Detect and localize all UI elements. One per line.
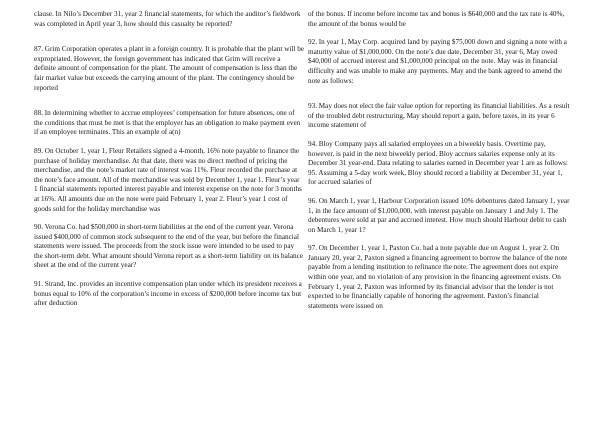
paragraph-86-continued: clause. In Nilo’s December 31, year 2 financial statements, for which the auditor’s fieldwork was completed in April year 3, how should this casualty be reported?	[34, 10, 301, 28]
question-88: 88. In determining whether to accrue employees’ compensation for future absences, one of the conditions that must be met is that the employer has an obligation to make payment even if an employee terminates. This an example of a(n)	[34, 109, 301, 137]
question-89: 89. On October 1, year 1, Fleur Retailers signed a 4-month, 16% note payable to finance the purchase of holiday merchandise. At that date, there was no direct method of pricing the merchandise, and the note’s market rate of interest was 11%. Fleur recorded the purchase at the note’s face amount. All of the merchandise was sold by December 1, year 1. Fleur’s year 1 financial statements reported interest payable and interest expense on the note for 3 months at 16%. All amounts due on the note were paid February 1, year 2. Fleur’s year 1 cost of goods sold for the holiday merchandise was	[34, 146, 302, 213]
question-90: 90. Verona Co. had $500,000 in short-term liabilities at the end of the current year. Verona issued $400,000 of common stock subsequent to the end of the year, but before the financial statements were issued. The proceeds from the stock issue were intended to be used to pay the short-term debt. What amount should Verona report as a short-term liability on its balance sheet at the end of the current year?	[34, 223, 303, 270]
left-column	[34, 10, 304, 309]
question-97: 97. On December 1, year 1, Paxton Co. had a note payable due on August 1, year 2. On January 20, year 2, Paxton signed a financing agreement to borrow the balance of the note payable from a lending institution to refinance the note. The agreement does not expire within one year, and no violation of any provision in the financing agreement exists. On February 1, year 2, Paxton was informed by its financial advisor that the lender is not expected to be financially capable of honoring the agreement. Paxton’s financial statements were issued on	[308, 244, 568, 310]
question-94: 94. Bloy Company pays all salaried employees on a biweekly basis. Overtime pay, however, is paid in the next biweekly period. Bloy accrues salaries expense only at its December 31 year-end. Data relating to salaries earned in December year 1 are as follows:	[308, 139, 568, 168]
question-87: 87. Grim Corporation operates a plant in a foreign country. It is probable that the plant will be expropriated. However, the foreign government has indicated that Grim will receive a definite amount of compensation for the plant. The amount of compensation is less than the fair market value but exceeds the carrying amount of the plant. The contingency should be reported	[34, 45, 304, 92]
right-column	[308, 10, 570, 311]
question-91: 91. Strand, Inc. provides an incentive compensation plan under which its president receives a bonus equal to 10% of the corporation’s income in excess of $200,000 before income tax but after deduction	[34, 280, 302, 308]
question-95: 95. Assuming a 5-day work week, Bloy should record a liability at December 31, year 1, for accrued salaries of	[308, 168, 563, 187]
question-91-continued: of the bonus. If income before income tax and bonus is $640,000 and the tax rate is 40%, the amount of the bonus would be	[308, 10, 565, 28]
question-96: 96. On March 1, year 1, Harbour Corporation issued 10% debentures dated January 1, year 1, in the face amount of $1,000,000, with interest payable on January 1 and July 1. The debentures were sold at par and accrued interest. How much should Harbour debit to cash on March 1, year 1?	[308, 196, 570, 234]
question-92: 92. In year 1, May Corp. acquired land by paying $75,000 down and signing a note with a maturity value of $1,000,000. On the note’s due date, December 31, year 6, May owed $40,000 of accrued interest and $1,000,000 principal on the note. May was in financial difficulty and was unable to make any payments. May and the bank agreed to amend the note as follows:	[308, 38, 567, 85]
question-93: 93. May does not elect the fair value option for reporting its financial liabilities. As a result of the troubled debt restructuring, May should report a gain, before taxes, in its year 6 income statement of	[308, 102, 570, 130]
